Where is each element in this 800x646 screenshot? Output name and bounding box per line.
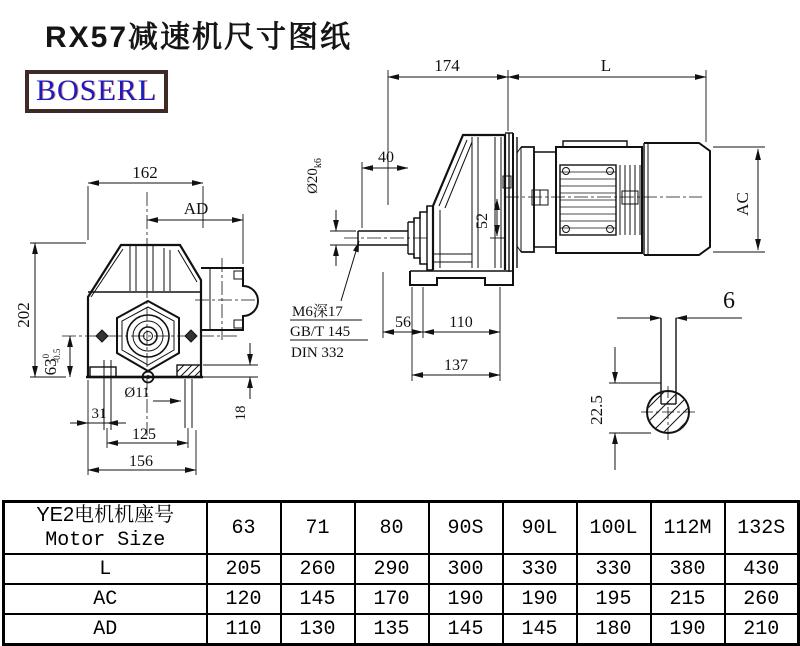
table-row-L (4, 554, 799, 584)
cell: 380 (651, 554, 725, 584)
cell: 180 (577, 614, 651, 645)
cell: 145 (281, 584, 355, 614)
dim-key-height-label: 22.5 (587, 395, 606, 425)
dim-ac-label: AC (733, 192, 752, 216)
size-col: 63 (207, 502, 281, 555)
dim-56-label: 56 (395, 314, 411, 331)
motor-size-table (2, 500, 800, 646)
side-view (290, 56, 765, 381)
dim-ad-label: AD (183, 199, 209, 218)
cell: 330 (577, 554, 651, 584)
cell: 145 (503, 614, 577, 645)
cell: 210 (725, 614, 799, 645)
size-col: 80 (355, 502, 429, 555)
front-view (14, 163, 258, 475)
table-row-AC (4, 584, 799, 614)
dim-63-label: $63^0-0.5$ (41, 348, 62, 376)
cell: 430 (725, 554, 799, 584)
row-label: L (4, 554, 207, 584)
dim-shaft-label: $Ø20_{k6}$ (305, 158, 324, 194)
dim-l-label: L (600, 56, 612, 75)
dim-52-label: 52 (474, 213, 491, 229)
row-label: AC (4, 584, 207, 614)
thread-note-line1: M6深17 (292, 304, 343, 320)
size-col: 112M (651, 502, 725, 555)
cell: 260 (725, 584, 799, 614)
row-label: AD (4, 614, 207, 645)
cell: 300 (429, 554, 503, 584)
header-en: Motor Size (45, 529, 166, 552)
shaft-key-section (587, 288, 742, 470)
dim-d11-label: Ø11 (124, 385, 150, 401)
cell: 290 (355, 554, 429, 584)
cell: 170 (355, 584, 429, 614)
dim-125-label: 125 (132, 426, 156, 443)
table-row-AD (4, 614, 799, 645)
bolt-icon (96, 330, 108, 342)
dim-40-label: 40 (378, 149, 394, 166)
cell: 130 (281, 614, 355, 645)
cell: 135 (355, 614, 429, 645)
brand-logo: BOSERL (25, 70, 168, 113)
table-header-row (4, 502, 799, 555)
thread-note-line3: DIN 332 (291, 345, 344, 361)
size-col: 132S (725, 502, 799, 555)
header-cn: YE2电机机座号 (36, 504, 175, 526)
dim-137-label: 137 (444, 357, 468, 374)
cell: 330 (503, 554, 577, 584)
dim-18-label: 18 (233, 405, 249, 421)
size-col: 90L (503, 502, 577, 555)
dim-156-label: 156 (129, 453, 153, 470)
cell: 260 (281, 554, 355, 584)
size-col: 100L (577, 502, 651, 555)
thread-note-line2: GB/T 145 (290, 324, 351, 340)
cell: 120 (207, 584, 281, 614)
cell: 215 (651, 584, 725, 614)
size-col: 71 (281, 502, 355, 555)
dim-31-label: 31 (91, 406, 107, 422)
cell: 190 (651, 614, 725, 645)
motor-size-header-cell (4, 502, 207, 555)
page-title: RX57减速机尺寸图纸 (45, 21, 353, 54)
dim-key-width-label: 6 (723, 288, 735, 314)
size-col: 90S (429, 502, 503, 555)
cell: 205 (207, 554, 281, 584)
dim-174-label: 174 (434, 56, 460, 75)
cell: 145 (429, 614, 503, 645)
bolt-icon (185, 330, 197, 342)
dim-110-label: 110 (449, 314, 473, 331)
cell: 190 (503, 584, 577, 614)
cell: 190 (429, 584, 503, 614)
cell: 195 (577, 584, 651, 614)
dim-162-label: 162 (132, 163, 158, 182)
dim-202-label: 202 (14, 302, 33, 328)
cell: 110 (207, 614, 281, 645)
